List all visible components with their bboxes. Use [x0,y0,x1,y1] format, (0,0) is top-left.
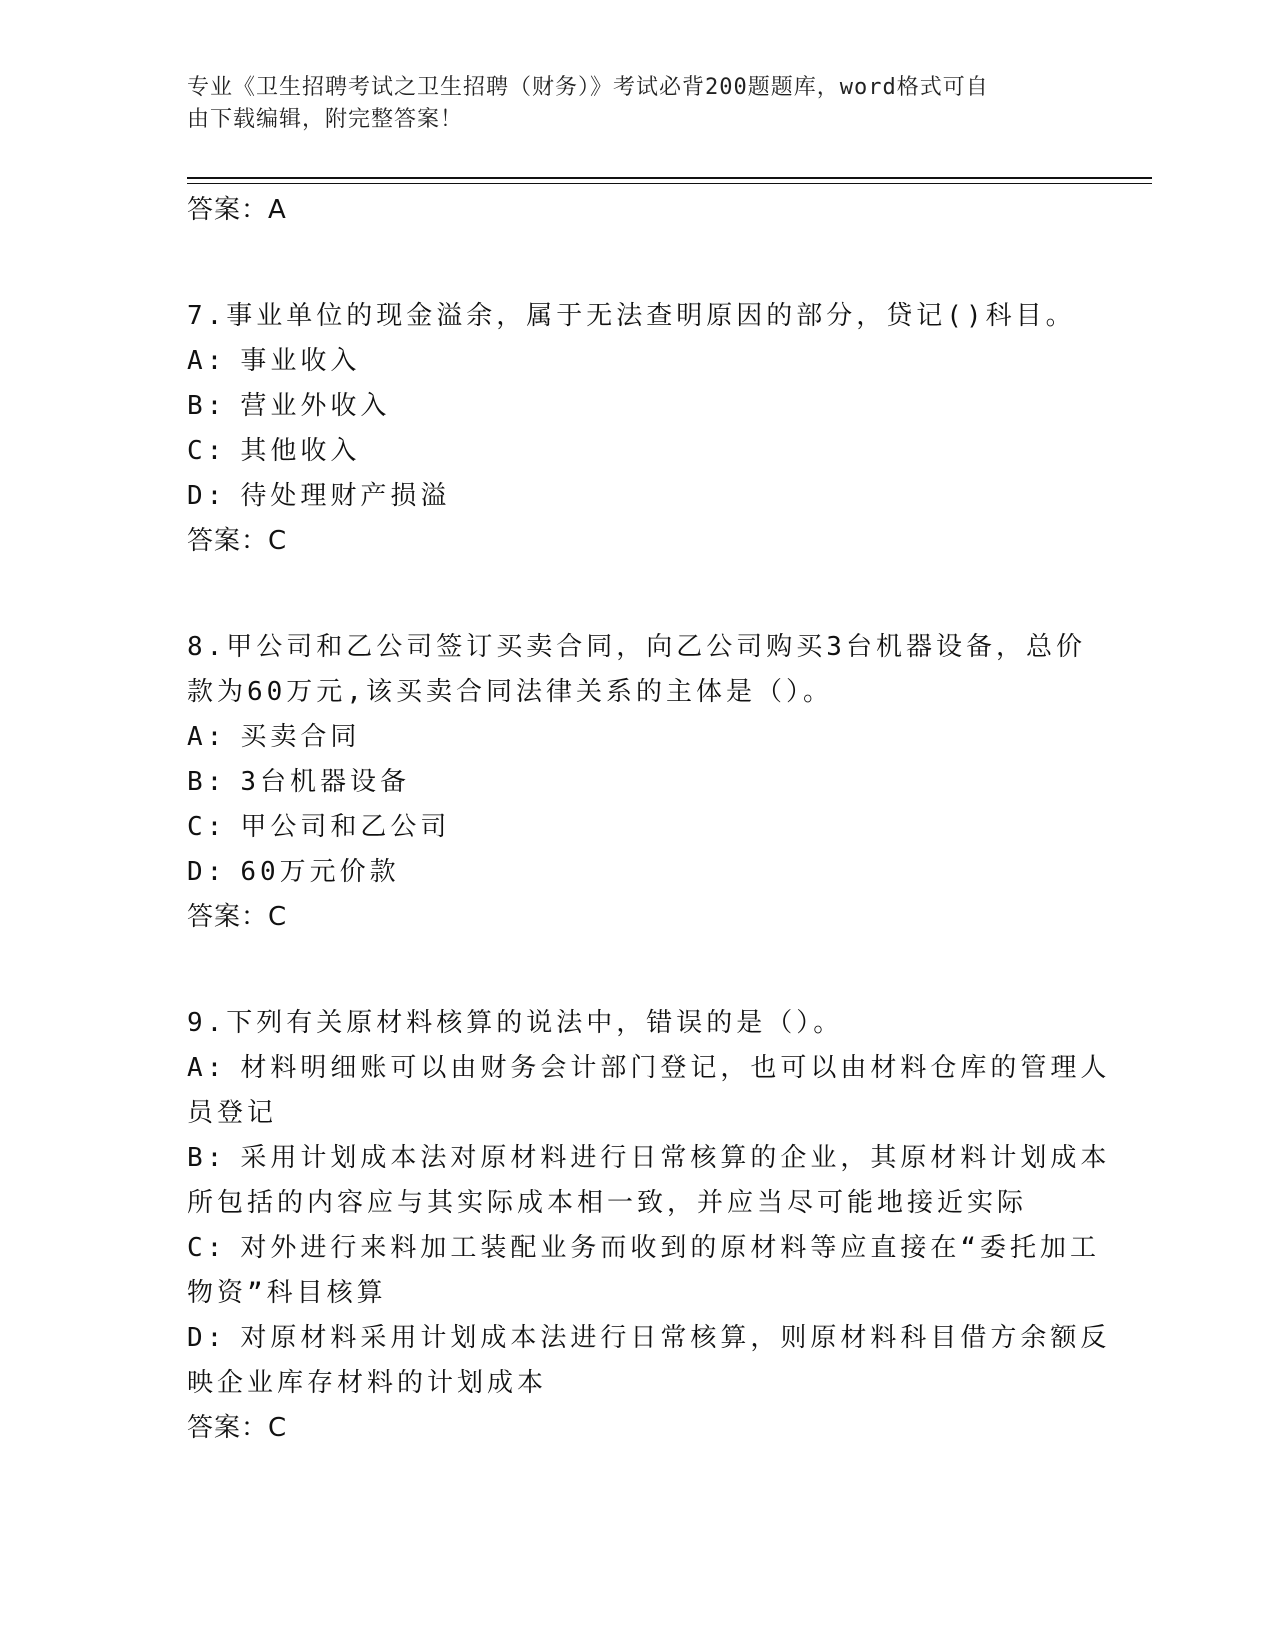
option-key: B: [187,1143,227,1173]
option-line [187,760,1087,805]
option-line [187,339,1087,384]
option-line [187,1226,1100,1271]
question-list [187,188,1111,1451]
option-text: 对外进行来料加工装配业务而收到的原材料等应直接在“委托加工 [240,1233,1100,1263]
header-line-2: 由下载编辑，附完整答案！ [187,107,464,132]
question-block [187,625,1087,940]
question-stem-line: 7.事业单位的现金溢余，属于无法查明原因的部分，贷记()科目。 [187,301,1076,331]
answer-line: 答案：C [187,526,288,556]
option-text: 员登记 [187,1098,278,1128]
option-line [187,384,1087,429]
question-block [187,1001,1111,1451]
option-text: 对原材料采用计划成本法进行日常核算，则原材料科目借方余额反 [240,1323,1111,1353]
option-line [187,429,1087,474]
option-line [187,1316,1111,1361]
question-stem-line: 款为60万元,该买卖合同法律关系的主体是（）。 [187,677,833,707]
option-key: C: [187,436,227,466]
option-key: B: [187,391,227,421]
question-spacer [187,564,1087,625]
option-key: B: [187,767,227,797]
header-rule-thin [187,183,1152,184]
option-line [187,1136,1111,1181]
question-block [187,294,1087,564]
option-text: 其他收入 [240,436,361,466]
option-line [187,1361,1087,1406]
option-key: D: [187,857,227,887]
option-text: 事业收入 [240,346,361,376]
option-key: C: [187,1233,227,1263]
option-line [187,474,1087,519]
option-text: 营业外收入 [240,391,391,421]
option-key: D: [187,481,227,511]
option-key: D: [187,1323,227,1353]
option-line [187,715,1087,760]
header-rule-thick [187,177,1152,179]
answer-line: 答案：C [187,1413,288,1443]
option-key: A: [187,346,227,376]
previous-answer: 答案：A [187,195,287,225]
option-text: 采用计划成本法对原材料进行日常核算的企业，其原材料计划成本 [240,1143,1111,1173]
option-line [187,850,1087,895]
question-spacer [187,233,1087,294]
answer-line: 答案：C [187,902,288,932]
option-text: 60万元价款 [240,857,400,887]
option-text: 待处理财产损溢 [240,481,451,511]
option-text: 所包括的内容应与其实际成本相一致，并应当尽可能地接近实际 [187,1188,1028,1218]
option-text: 3台机器设备 [240,767,410,797]
option-line [187,805,1087,850]
option-key: A: [187,1053,227,1083]
option-key: C: [187,812,227,842]
question-spacer [187,940,1087,1001]
option-text: 映企业库存材料的计划成本 [187,1368,548,1398]
question-stem-line: 9.下列有关原材料核算的说法中，错误的是（）。 [187,1008,844,1038]
option-line [187,1181,1087,1226]
option-key: A: [187,722,227,752]
header-line-1: 专业《卫生招聘考试之卫生招聘（财务）》考试必背200题题库，word格式可自 [187,75,989,100]
option-line [187,1091,1087,1136]
option-text: 物资”科目核算 [187,1278,387,1308]
option-text: 材料明细账可以由财务会计部门登记，也可以由材料仓库的管理人 [240,1053,1111,1083]
option-text: 甲公司和乙公司 [240,812,451,842]
question-stem-line: 8.甲公司和乙公司签订买卖合同，向乙公司购买3台机器设备，总价 [187,632,1086,662]
option-line [187,1046,1111,1091]
option-line [187,1271,1087,1316]
option-text: 买卖合同 [240,722,361,752]
document-header [187,72,1067,136]
